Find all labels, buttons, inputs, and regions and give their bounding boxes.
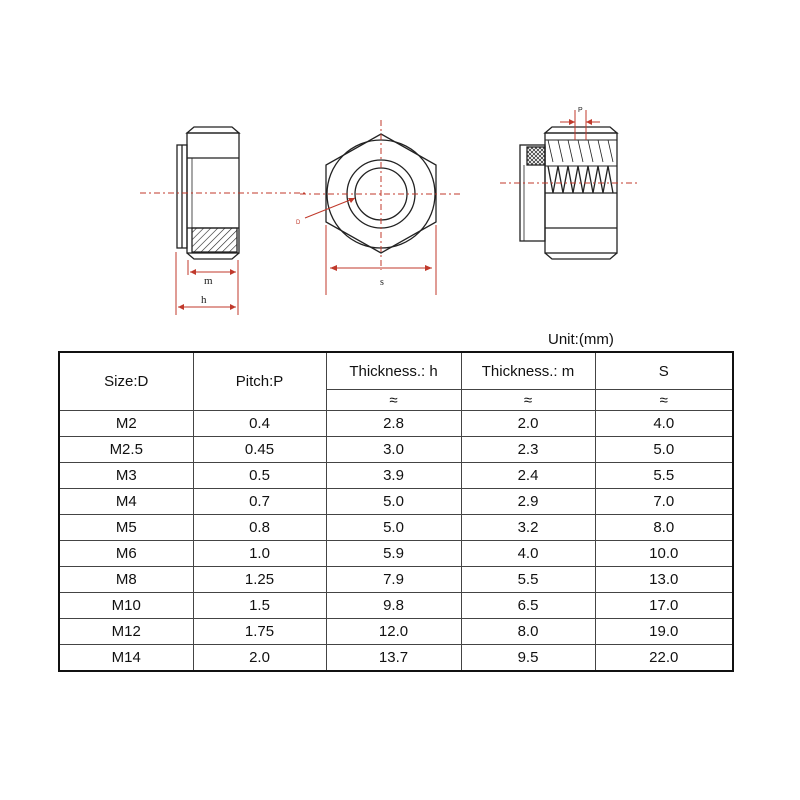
table-header-row: [59, 352, 733, 390]
table-row: [59, 541, 733, 567]
cell-thickness-m: 2.4: [461, 463, 595, 489]
section-view-drawing: [520, 127, 617, 259]
cell-size: M3: [59, 463, 193, 489]
cell-s: 7.0: [595, 489, 733, 515]
cell-pitch: 0.45: [193, 437, 326, 463]
approx-symbol: ≈: [461, 390, 595, 411]
cell-s: 22.0: [595, 645, 733, 672]
cell-size: M2: [59, 411, 193, 437]
label-P: P: [578, 107, 583, 114]
header-s: S: [595, 352, 733, 390]
approx-symbol: ≈: [595, 390, 733, 411]
cell-thickness-h: 12.0: [326, 619, 461, 645]
table-row: [59, 411, 733, 437]
header-size: Size:D: [59, 352, 193, 411]
cell-thickness-h: 5.0: [326, 515, 461, 541]
cell-thickness-m: 5.5: [461, 567, 595, 593]
table-row: [59, 515, 733, 541]
cell-s: 5.0: [595, 437, 733, 463]
header-pitch: Pitch:P: [193, 352, 326, 411]
cell-thickness-m: 8.0: [461, 619, 595, 645]
label-m: m: [204, 275, 213, 287]
cell-pitch: 1.0: [193, 541, 326, 567]
label-D: D: [296, 220, 301, 226]
cell-thickness-h: 5.9: [326, 541, 461, 567]
cell-pitch: 1.75: [193, 619, 326, 645]
approx-symbol: ≈: [326, 390, 461, 411]
cell-pitch: 0.5: [193, 463, 326, 489]
cell-thickness-m: 2.9: [461, 489, 595, 515]
table-row: [59, 645, 733, 672]
size-specification-table: [58, 351, 734, 672]
cell-size: M10: [59, 593, 193, 619]
table-row: [59, 593, 733, 619]
table-row: [59, 463, 733, 489]
cell-thickness-m: 2.0: [461, 411, 595, 437]
cell-size: M5: [59, 515, 193, 541]
cell-s: 17.0: [595, 593, 733, 619]
cell-thickness-h: 2.8: [326, 411, 461, 437]
cell-thickness-m: 2.3: [461, 437, 595, 463]
cell-thickness-h: 7.9: [326, 567, 461, 593]
cell-s: 4.0: [595, 411, 733, 437]
cell-size: M8: [59, 567, 193, 593]
cell-size: M6: [59, 541, 193, 567]
cell-pitch: 2.0: [193, 645, 326, 672]
header-thickness-h: Thickness.: h: [326, 352, 461, 390]
cell-thickness-h: 5.0: [326, 489, 461, 515]
cell-s: 19.0: [595, 619, 733, 645]
technical-drawings: [0, 0, 800, 330]
cell-pitch: 0.8: [193, 515, 326, 541]
cell-thickness-h: 13.7: [326, 645, 461, 672]
cell-thickness-m: 3.2: [461, 515, 595, 541]
cell-thickness-m: 4.0: [461, 541, 595, 567]
section-view-dimensions: [500, 110, 640, 183]
side-view-dimensions: [140, 193, 305, 315]
table-row: [59, 489, 733, 515]
cell-size: M12: [59, 619, 193, 645]
cell-size: M14: [59, 645, 193, 672]
cell-size: M2.5: [59, 437, 193, 463]
cell-thickness-m: 6.5: [461, 593, 595, 619]
cell-s: 13.0: [595, 567, 733, 593]
table-row: [59, 619, 733, 645]
cell-s: 10.0: [595, 541, 733, 567]
cell-pitch: 1.5: [193, 593, 326, 619]
label-s: s: [380, 277, 384, 288]
label-h: h: [201, 294, 207, 306]
cell-size: M4: [59, 489, 193, 515]
cell-s: 8.0: [595, 515, 733, 541]
cell-s: 5.5: [595, 463, 733, 489]
cell-thickness-h: 9.8: [326, 593, 461, 619]
cell-thickness-h: 3.0: [326, 437, 461, 463]
cell-thickness-h: 3.9: [326, 463, 461, 489]
cell-thickness-m: 9.5: [461, 645, 595, 672]
cell-pitch: 0.7: [193, 489, 326, 515]
cell-pitch: 1.25: [193, 567, 326, 593]
table-row: [59, 437, 733, 463]
header-thickness-m: Thickness.: m: [461, 352, 595, 390]
unit-label: Unit:(mm): [548, 331, 614, 348]
cell-pitch: 0.4: [193, 411, 326, 437]
table-row: [59, 567, 733, 593]
